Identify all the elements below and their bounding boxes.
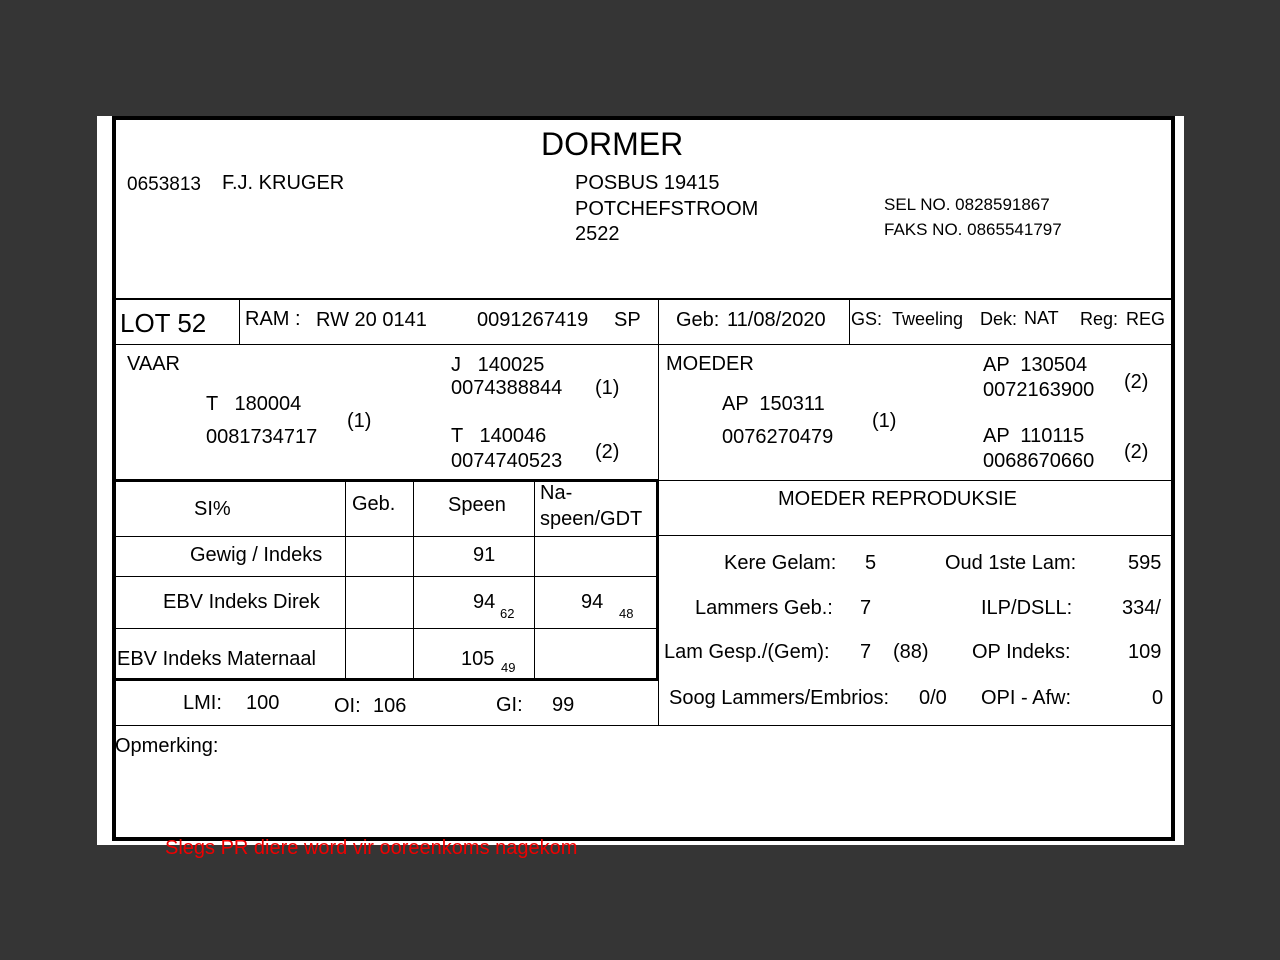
sire-registration: 0081734717 — [206, 426, 318, 448]
address-line-2: POTCHEFSTROOM — [575, 198, 759, 220]
divider — [112, 298, 1173, 300]
ram-id: RW 20 0141 — [316, 309, 427, 331]
row-label-ebv-direk: EBV Indeks Direk — [163, 591, 320, 613]
lam-gesp-value: 7 — [860, 641, 872, 663]
lmi-label: LMI: — [183, 692, 222, 714]
ebv-direk-speen-accuracy: 62 — [500, 606, 515, 621]
oud-1ste-lam-label: Oud 1ste Lam: — [945, 552, 1077, 574]
oi-label: OI: — [334, 695, 361, 717]
lam-gesp-label: Lam Gesp./(Gem): — [664, 641, 830, 663]
ilp-dsll-label: ILP/DSLL: — [981, 597, 1073, 619]
op-indeks-label: OP Indeks: — [972, 641, 1071, 663]
col-header-naspeen-1: Na- — [540, 482, 573, 504]
dam-dam-grade: (2) — [1124, 441, 1149, 463]
ilp-dsll-value: 334/ — [1122, 597, 1161, 619]
oud-1ste-lam-value: 595 — [1128, 552, 1162, 574]
lot-number: LOT 52 — [120, 308, 207, 338]
frame-top — [112, 116, 1174, 120]
lammers-geb-value: 7 — [860, 597, 872, 619]
divider — [345, 481, 346, 680]
owner-name: F.J. KRUGER — [222, 172, 345, 194]
ebv-maternaal-speen-accuracy: 49 — [501, 660, 516, 675]
kere-gelam-value: 5 — [865, 552, 877, 574]
lam-gem-value: (88) — [893, 641, 929, 663]
divider — [658, 480, 1173, 481]
reproduction-title: MOEDER REPRODUKSIE — [778, 488, 1017, 510]
sire-grade: (1) — [347, 410, 372, 432]
dam-dam-id: AP 110115 — [983, 425, 1085, 447]
divider — [112, 628, 658, 629]
oi-value: 106 — [373, 695, 407, 717]
op-indeks-value: 109 — [1128, 641, 1162, 663]
reg-value: REG — [1126, 309, 1166, 329]
gs-value: Tweeling — [892, 309, 964, 329]
sire-label: VAAR — [127, 353, 180, 375]
divider — [112, 678, 658, 681]
dam-id: AP 150311 — [722, 393, 825, 415]
gewig-speen-value: 91 — [473, 544, 496, 566]
address-line-1: POSBUS 19415 — [575, 172, 720, 194]
lammers-geb-label: Lammers Geb.: — [695, 597, 833, 619]
divider — [656, 481, 659, 680]
divider — [413, 481, 414, 680]
divider — [534, 481, 535, 680]
row-label-gewig: Gewig / Indeks — [190, 544, 323, 566]
opi-afw-label: OPI - Afw: — [981, 687, 1072, 709]
sire-sire-id: J 140025 — [451, 354, 545, 376]
ebv-direk-naspeen-value: 94 — [581, 591, 604, 613]
ebv-maternaal-speen-value: 105 — [461, 648, 495, 670]
dam-dam-registration: 0068670660 — [983, 450, 1095, 472]
dam-sire-registration: 0072163900 — [983, 379, 1095, 401]
divider — [112, 536, 658, 537]
ram-registration: 0091267419 — [477, 309, 589, 331]
divider — [112, 725, 1173, 726]
dam-sire-grade: (2) — [1124, 371, 1149, 393]
kere-gelam-label: Kere Gelam: — [724, 552, 837, 574]
ram-code: SP — [614, 309, 641, 331]
owner-id: 0653813 — [127, 174, 201, 195]
sire-dam-id: T 140046 — [451, 425, 547, 447]
col-header-si: SI% — [194, 498, 231, 520]
remarks-label: Opmerking: — [115, 735, 219, 757]
reg-label: Reg: — [1080, 309, 1119, 329]
divider — [849, 299, 850, 345]
soog-lammers-value: 0/0 — [919, 687, 947, 709]
dek-value: NAT — [1024, 308, 1059, 328]
frame-left — [112, 116, 116, 839]
fax-number: FAKS NO. 0865541797 — [884, 220, 1062, 239]
sire-dam-grade: (2) — [595, 441, 620, 463]
dam-grade: (1) — [872, 410, 897, 432]
birth-label: Geb: — [676, 309, 720, 331]
lot-card — [97, 116, 1184, 859]
row-label-ebv-maternaal: EBV Indeks Maternaal — [117, 648, 316, 670]
divider — [112, 344, 1173, 345]
ebv-direk-naspeen-accuracy: 48 — [619, 606, 634, 621]
gi-value: 99 — [552, 694, 575, 716]
sire-sire-registration: 0074388844 — [451, 377, 563, 399]
divider — [239, 299, 240, 345]
birth-date: 11/08/2020 — [727, 309, 826, 331]
col-header-geb: Geb. — [352, 493, 396, 515]
divider — [112, 576, 658, 577]
col-header-speen: Speen — [448, 494, 506, 516]
opi-afw-value: 0 — [1152, 687, 1164, 709]
lmi-value: 100 — [246, 692, 280, 714]
sire-id: T 180004 — [206, 393, 302, 415]
ebv-direk-speen-value: 94 — [473, 591, 496, 613]
red-footer-note: Slegs PR diere word vir ooreenkoms nagekom — [165, 837, 578, 859]
divider — [658, 535, 1173, 536]
dam-registration: 0076270479 — [722, 426, 834, 448]
ram-label: RAM : — [245, 308, 301, 330]
sire-sire-grade: (1) — [595, 377, 620, 399]
soog-lammers-label: Soog Lammers/Embrios: — [669, 687, 890, 709]
dek-label: Dek: — [980, 309, 1018, 329]
dam-sire-id: AP 130504 — [983, 354, 1088, 376]
cell-number: SEL NO. 0828591867 — [884, 195, 1050, 214]
dam-label: MOEDER — [666, 353, 754, 375]
frame-right — [1171, 116, 1175, 839]
col-header-naspeen-2: speen/GDT — [540, 508, 643, 530]
gi-label: GI: — [496, 694, 523, 716]
sire-dam-registration: 0074740523 — [451, 450, 563, 472]
divider — [112, 479, 658, 482]
gs-label: GS: — [851, 309, 883, 329]
breed-title: DORMER — [541, 126, 684, 162]
address-line-3: 2522 — [575, 223, 620, 245]
